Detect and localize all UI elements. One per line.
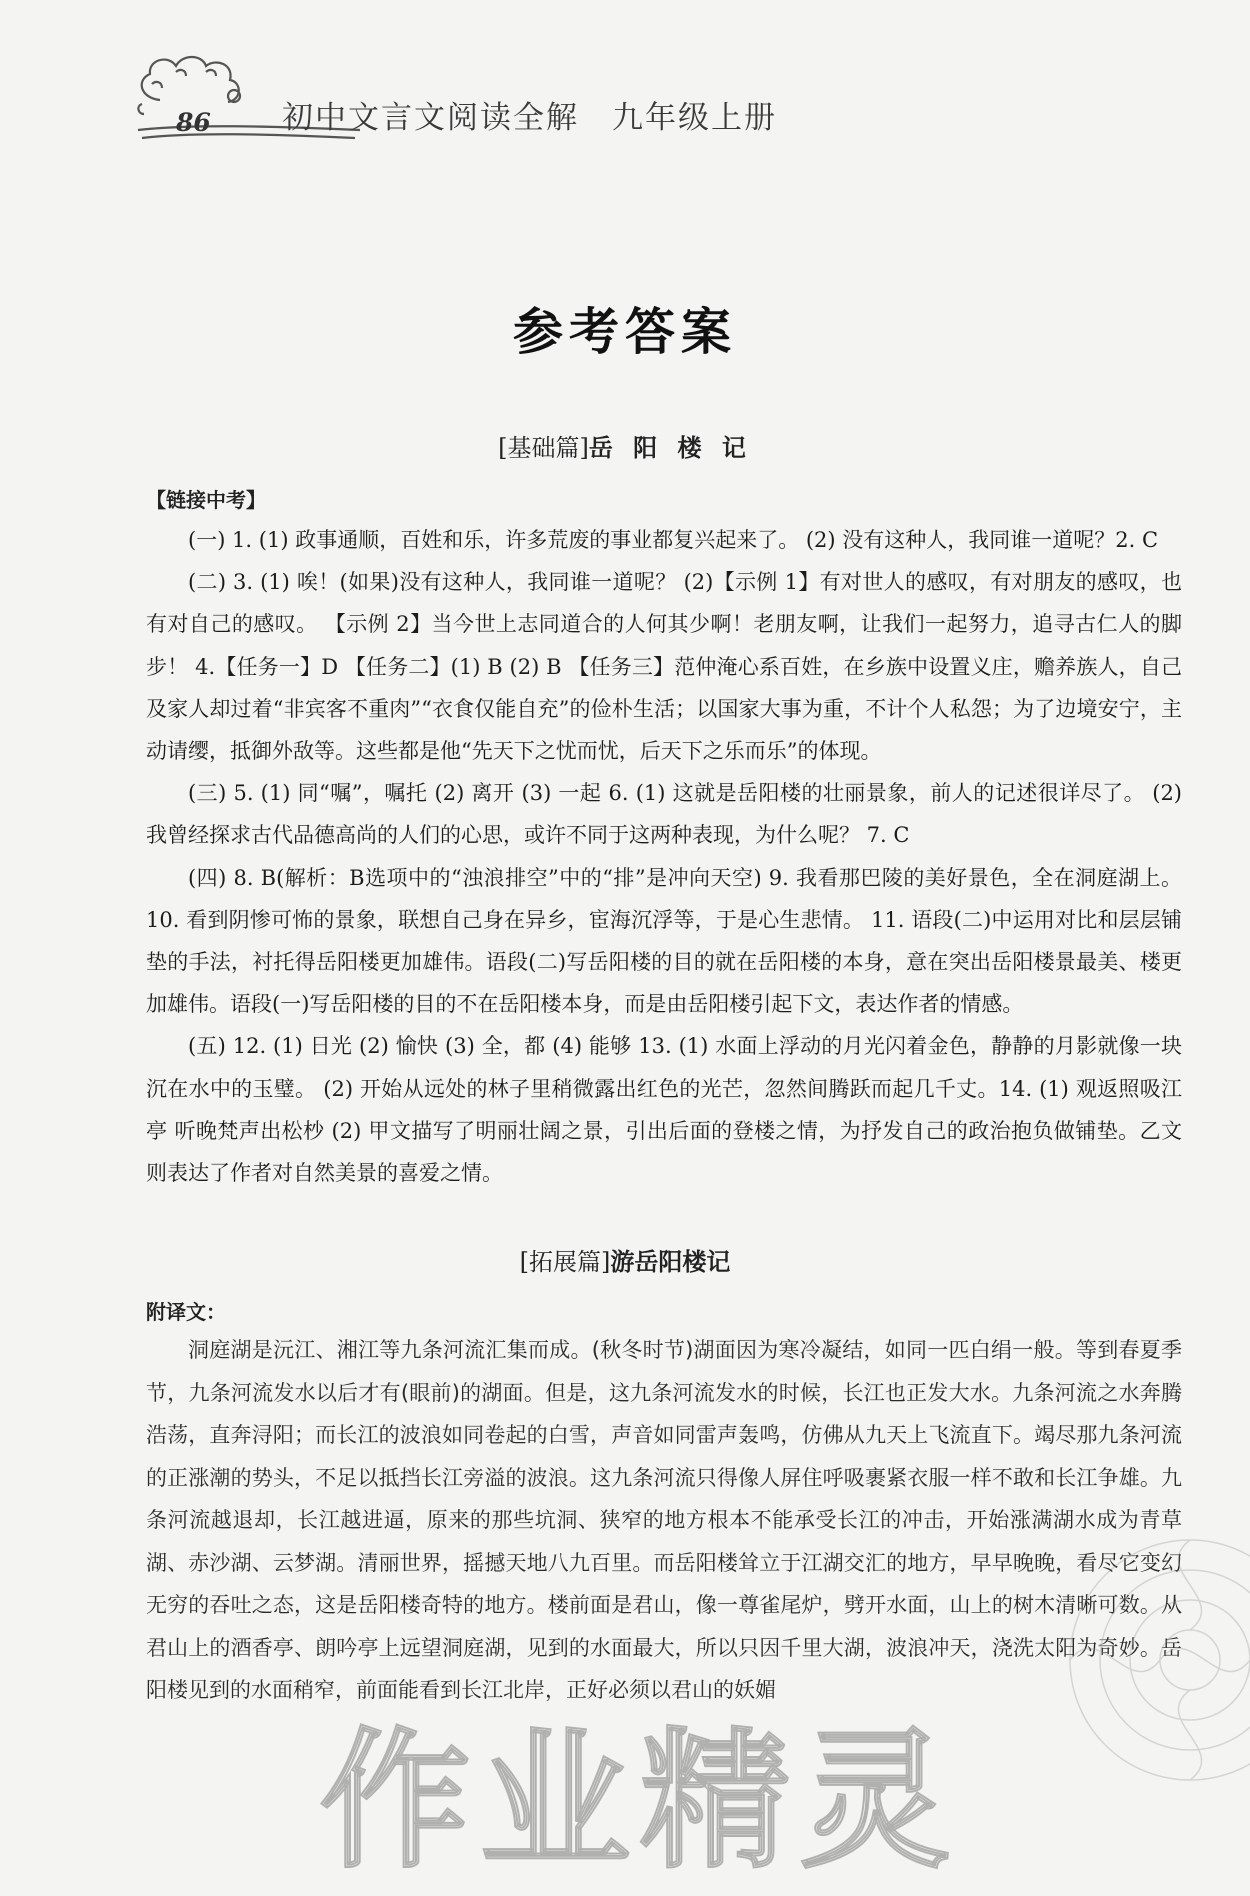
section-title: 岳 阳 楼 记	[588, 434, 752, 462]
page-number: 86	[176, 108, 211, 137]
section-heading-basic	[0, 428, 1250, 463]
page-title: 参考答案	[513, 303, 737, 361]
answer-paragraph: (一) 1. (1) 政事通顺，百姓和乐，许多荒废的事业都复兴起来了。 (2) 没有这种人，我同谁一道呢？2. C	[188, 528, 1159, 552]
answer-paragraph: (五) 12. (1) 日光 (2) 愉快 (3) 全，都 (4) 能够 13. (1) 水面上浮动的月光闪着金色，静静的月影就像一块沉在水中的玉璧。 (2) 开始从远处的林子里稍微露出红色的光芒，忽然间腾跃而起几千丈。14. (1) 观返照吸江亭 听晚梵声出松杪 (2) 甲文描写了明丽壮阔之景，引出后面的登楼之情，为抒发自己的政治抱负做铺垫。乙文则表达了作者对自然美景的喜爱之情。	[146, 1034, 1182, 1186]
answer-paragraph: (二) 3. (1) 唉！(如果)没有这种人，我同谁一道呢？ (2)【示例 1】有对世人的感叹，有对朋友的感叹，也有对自己的感叹。 【示例 2】当今世上志同道合的人何其少啊！老朋友啊，让我们一起努力，追寻古仁人的脚步！ 4.【任务一】D 【任务二】(1) B (2) B 【任务三】范仲淹心系百姓，在乡族中设置义庄，赡养族人，自己及家人却过着“非宾客不重肉”“衣食仅能自充”的俭朴生活；以国家大事为重，不计个人私怨；为了边境安宁，主动请缨，抵御外敌等。这些都是他“先天下之忧而忧，后天下之乐而乐”的体现。	[146, 570, 1182, 764]
section-title: 游岳阳楼记	[610, 1248, 731, 1276]
section-tag: [拓展篇]	[519, 1248, 611, 1276]
section-tag: [基础篇]	[498, 434, 589, 462]
decorative-pattern-icon	[1010, 1470, 1250, 1847]
answer-paragraph: (三) 5. (1) 同“嘱”，嘱托 (2) 离开 (3) 一起 6. (1) 这就是岳阳楼的壮丽景象，前人的记述很详尽了。 (2) 我曾经探求古代品德高尚的人们的心思，或许不同于这两种表现，为什么呢？ 7. C	[146, 781, 1182, 848]
translation-paragraph: 洞庭湖是沅江、湘江等九条河流汇集而成。(秋冬时节)湖面因为寒冷凝结，如同一匹白绢一般。等到春夏季节，九条河流发水以后才有(眼前)的湖面。但是，这九条河流发水的时候，长江也正发大水。九条河流之水奔腾浩荡，直奔浔阳；而长江的波浪如同卷起的白雪，声音如同雷声轰鸣，仿佛从九天上飞流直下。竭尽那九条河流的正涨潮的势头，不足以抵挡长江旁溢的波浪。这九条河流只得像人屏住呼吸裹紧衣服一样不敢和长江争雄。九条河流越退却，长江越进逼，原来的那些坑洞、狭窄的地方根本不能承受长江的冲击，开始涨满湖水成为青草湖、赤沙湖、云梦湖。清丽世界，摇撼天地八九百里。而岳阳楼耸立于江湖交汇的地方，早早晚晚，看尽它变幻无穷的吞吐之态，这是岳阳楼奇特的地方。楼前面是君山，像一尊雀尾炉，劈开水面，山上的树木清晰可数。从君山上的酒香亭、朗吟亭上远望洞庭湖，见到的水面最大，所以只因千里大湖，波浪冲天，浇洗太阳为奇妙。岳阳楼见到的水面稍窄，前面能看到长江北岸，正好必须以君山的妖媚	[146, 1338, 1182, 1702]
page-header	[130, 52, 777, 162]
translation-label: 附译文：	[146, 1300, 226, 1324]
answer-paragraph: (四) 8. B(解析：B选项中的“浊浪排空”中的“排”是冲向天空) 9. 我看那巴陵的美好景色，全在洞庭湖上。 10. 看到阴惨可怖的景象，联想自己身在异乡，宦海沉浮等，于是心生悲情。 11. 语段(二)中运用对比和层层铺垫的手法，衬托得岳阳楼更加雄伟。语段(二)写岳阳楼的目的就在岳阳楼的本身，意在突出岳阳楼景最美、楼更加雄伟。语段(一)写岳阳楼的目的不在岳阳楼本身，而是由岳阳楼引起下文，表达作者的情感。	[146, 865, 1182, 1017]
subsection-label: 【链接中考】	[146, 488, 266, 512]
watermark: 作业精灵	[320, 1715, 961, 1889]
section-heading-extended	[0, 1242, 1250, 1277]
book-title: 初中文言文阅读全解 九年级上册	[282, 100, 777, 136]
answer-block	[146, 519, 1182, 1194]
